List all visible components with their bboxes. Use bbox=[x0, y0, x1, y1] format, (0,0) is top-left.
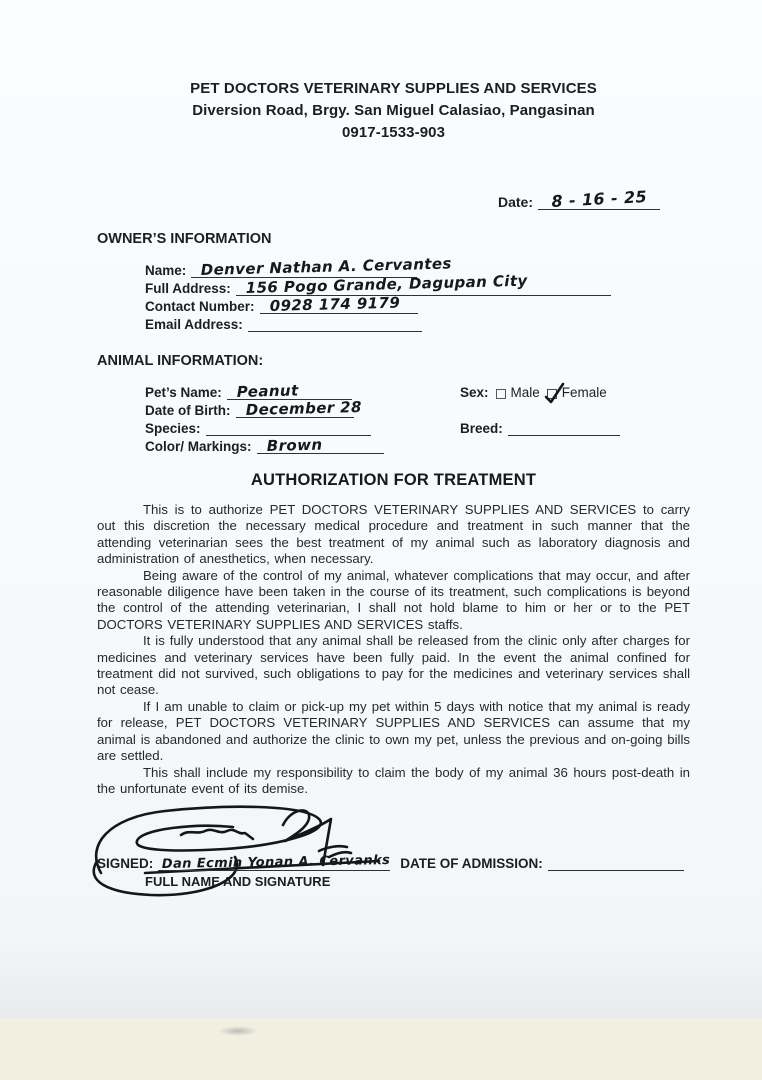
breed-line bbox=[508, 421, 620, 436]
owner-email-line bbox=[248, 317, 422, 332]
admission-date-label: DATE OF ADMISSION: bbox=[400, 856, 543, 872]
date-row bbox=[97, 188, 690, 210]
signed-line bbox=[158, 853, 391, 873]
sex-female-label: Female bbox=[561, 385, 607, 400]
owner-fields bbox=[97, 254, 690, 332]
dob-value: December 28 bbox=[245, 397, 362, 419]
clinic-name: PET DOCTORS VETERINARY SUPPLIES AND SERVICES bbox=[190, 80, 597, 97]
date-label: Date: bbox=[497, 194, 533, 210]
signed-handwritten-name: Dan Ecmin Yonan A. Cervanks bbox=[162, 853, 391, 873]
pet-name-label: Pet’s Name: bbox=[145, 385, 222, 400]
species-label: Species: bbox=[145, 421, 201, 436]
authorization-paragraph-3: It is fully understood that any animal shall be released from the clinic only after charges for medicines and veterinary services have been fully paid. In the event the animal confined for treatment did not survived, such obligations to pay for the medicines and veterinary services shall not cease. bbox=[97, 633, 690, 698]
authorization-paragraph-4: If I am unable to claim or pick-up my pet within 5 days with notice that my animal is ready for release, PET DOCTORS VETERINARY SUPPLIES AND SERVICES can assume that my animal is abandoned and authorize the clinic to own my pet, unless the previous and on-going bills are settled. bbox=[97, 698, 690, 764]
female-checkbox bbox=[547, 389, 557, 399]
breed-group bbox=[460, 421, 620, 436]
owner-contact-label: Contact Number: bbox=[145, 299, 255, 314]
owner-address-line bbox=[236, 271, 611, 297]
authorization-paragraph-5: This shall include my responsibility to claim the body of my animal 36 hours post-death in the unfortunate event of its demise. bbox=[97, 764, 690, 796]
owner-email-row bbox=[145, 314, 690, 332]
signature-caption: FULL NAME AND SIGNATURE bbox=[145, 874, 331, 890]
form-content bbox=[97, 0, 690, 889]
owner-contact-line bbox=[260, 293, 418, 315]
species-row bbox=[145, 418, 690, 436]
dob-label: Date of Birth: bbox=[145, 403, 231, 418]
scanner-background bbox=[0, 1018, 762, 1080]
sex-label: Sex: bbox=[460, 385, 489, 400]
scan-smudge bbox=[218, 1026, 258, 1036]
owner-section-heading: OWNER’S INFORMATION bbox=[97, 231, 272, 247]
color-markings-value: Brown bbox=[266, 435, 323, 455]
animal-fields bbox=[97, 382, 690, 454]
pet-name-value: Peanut bbox=[236, 381, 299, 401]
owner-email-label: Email Address: bbox=[145, 317, 243, 332]
color-markings-line bbox=[257, 435, 384, 455]
signed-label: SIGNED: bbox=[97, 856, 154, 872]
color-markings-label: Color/ Markings: bbox=[145, 439, 252, 454]
sex-group bbox=[460, 385, 607, 400]
owner-address-row bbox=[145, 271, 690, 297]
breed-label: Breed: bbox=[460, 421, 503, 436]
color-markings-row bbox=[145, 436, 690, 454]
signature-row bbox=[97, 851, 690, 871]
owner-address-label: Full Address: bbox=[145, 281, 231, 296]
pet-name-row bbox=[145, 382, 690, 400]
animal-section-heading: ANIMAL INFORMATION: bbox=[97, 353, 264, 369]
authorization-title: AUTHORIZATION FOR TREATMENT bbox=[250, 471, 537, 489]
owner-name-label: Name: bbox=[145, 263, 187, 278]
authorization-body bbox=[97, 502, 690, 797]
authorization-paragraph-2: Being aware of the control of my animal, whatever complications that may occur, and after reasonable diligence have been taken in the course of its treatment, such complications is beyond the control of the attending veterinarian, I shall not hold blame to him or her or to the PET DOCTORS VETERINARY SUPPLIES AND SERVICES staffs. bbox=[97, 567, 690, 632]
male-checkbox bbox=[496, 389, 506, 399]
owner-contact-value: 0928 174 9179 bbox=[269, 293, 400, 315]
clinic-header bbox=[97, 78, 690, 144]
date-handwritten-value: 8 - 16 - 25 bbox=[551, 187, 648, 211]
owner-name-value: Denver Nathan A. Cervantes bbox=[200, 254, 453, 279]
sex-male-label: Male bbox=[510, 385, 540, 400]
dob-row bbox=[145, 397, 690, 419]
admission-date-line bbox=[548, 856, 684, 871]
date-field-line bbox=[538, 187, 660, 211]
clinic-phone: 0917-1533-903 bbox=[341, 124, 446, 141]
owner-contact-row bbox=[145, 293, 690, 315]
clinic-address: Diversion Road, Brgy. San Miguel Calasiao, Pangasinan bbox=[192, 102, 595, 119]
dob-line bbox=[236, 397, 362, 419]
species-line bbox=[206, 421, 371, 436]
authorization-paragraph-1: This is to authorize PET DOCTORS VETERINARY SUPPLIES AND SERVICES to carry out this discretion the necessary medical procedure and treatment in such manner that the attending veterinarian sees the best treatment of my animal such as laboratory diagnosis and administration of anesthetics, when necessary. bbox=[97, 502, 690, 567]
owner-address-value: 156 Pogo Grande, Dagupan City bbox=[245, 271, 528, 297]
